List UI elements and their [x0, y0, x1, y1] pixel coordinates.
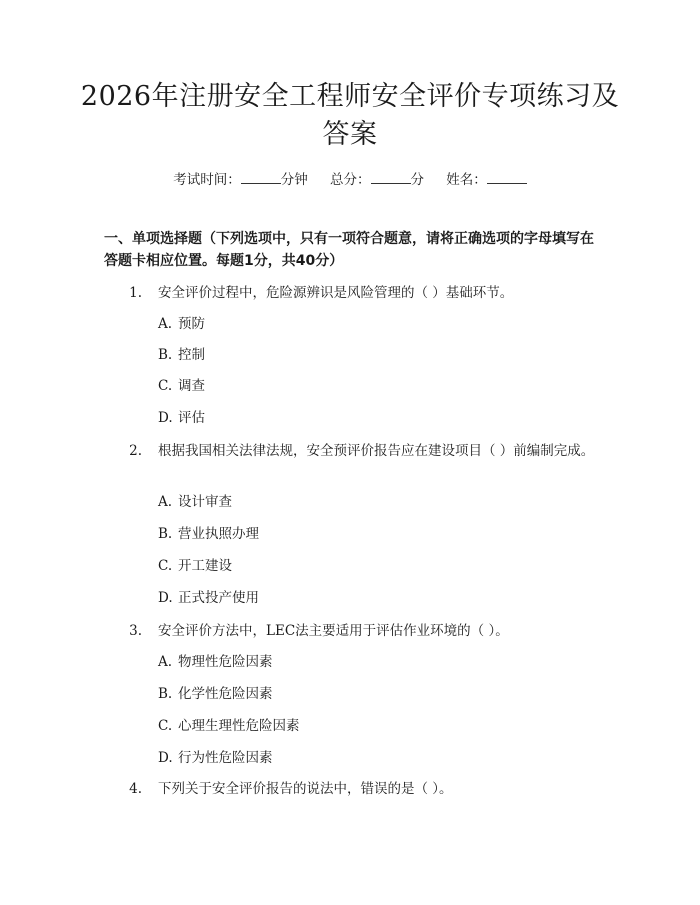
option-text: 营业执照办理 — [178, 526, 259, 542]
option-letter: C. — [158, 558, 173, 574]
option-letter: B. — [158, 347, 173, 363]
option-letter: D. — [158, 410, 173, 426]
option-letter: B. — [158, 526, 173, 542]
total-score — [330, 168, 424, 188]
option-text: 行为性危险因素 — [178, 750, 273, 766]
student-name — [446, 168, 527, 188]
option-letter: B. — [158, 686, 173, 702]
option-letter: C. — [158, 718, 173, 734]
option-letter: A. — [158, 654, 173, 670]
question-number: 3. — [129, 623, 142, 639]
question-text: 安全评价方法中，LEC法主要适用于评估作业环境的（ ）。 — [158, 623, 509, 639]
exam-time-blank — [241, 171, 281, 184]
question-number: 2. — [129, 443, 142, 459]
page-title: 2026年注册安全工程师安全评价专项练习及答案 — [80, 81, 620, 150]
exam-info-line — [0, 168, 700, 188]
option-letter: A. — [158, 316, 173, 332]
question-2-option-d — [158, 588, 259, 608]
total-score-blank — [371, 171, 411, 184]
question-1-option-c — [158, 376, 205, 396]
option-letter: D. — [158, 750, 173, 766]
option-letter: C. — [158, 378, 173, 394]
question-2-option-c — [158, 556, 232, 576]
question-number: 1. — [129, 285, 142, 301]
student-name-blank — [487, 171, 527, 184]
question-3-option-d — [158, 748, 273, 768]
exam-time-unit: 分钟 — [280, 172, 308, 188]
option-text: 正式投产使用 — [178, 590, 259, 606]
question-3-option-c — [158, 716, 300, 736]
exam-time-label: 考试时间： — [173, 172, 241, 188]
question-3-option-b — [158, 684, 273, 704]
question-3-option-a — [158, 652, 273, 672]
question-text: 下列关于安全评价报告的说法中，错误的是（ ）。 — [158, 781, 453, 797]
option-text: 化学性危险因素 — [178, 686, 273, 702]
option-letter: D. — [158, 590, 173, 606]
question-1 — [104, 282, 596, 304]
question-text: 安全评价过程中，危险源辨识是风险管理的（ ）基础环节。 — [158, 285, 514, 301]
question-text: 根据我国相关法律法规，安全预评价报告应在建设项目（ ）前编制完成。 — [158, 443, 595, 459]
question-number: 4. — [129, 781, 142, 797]
total-score-label: 总分： — [330, 172, 371, 188]
option-text: 控制 — [178, 347, 205, 363]
question-1-option-a — [158, 314, 205, 334]
section-heading: 一、单项选择题（下列选项中，只有一项符合题意，请将正确选项的字母填写在答题卡相应位置。每题1分，共40分） — [104, 231, 594, 269]
option-letter: A. — [158, 494, 173, 510]
option-text: 心理生理性危险因素 — [178, 718, 300, 734]
option-text: 物理性危险因素 — [178, 654, 273, 670]
option-text: 预防 — [178, 316, 205, 332]
option-text: 调查 — [178, 378, 205, 394]
question-1-option-b — [158, 345, 205, 365]
option-text: 设计审查 — [178, 494, 232, 510]
exam-time — [173, 168, 308, 188]
question-2-option-b — [158, 524, 259, 544]
option-text: 开工建设 — [178, 558, 232, 574]
question-4 — [104, 778, 596, 800]
question-2-option-a — [158, 492, 232, 512]
total-score-unit: 分 — [410, 172, 424, 188]
question-3 — [104, 620, 596, 642]
question-2 — [104, 440, 596, 462]
option-text: 评估 — [178, 410, 205, 426]
student-name-label: 姓名： — [446, 172, 487, 188]
question-1-option-d — [158, 408, 205, 428]
